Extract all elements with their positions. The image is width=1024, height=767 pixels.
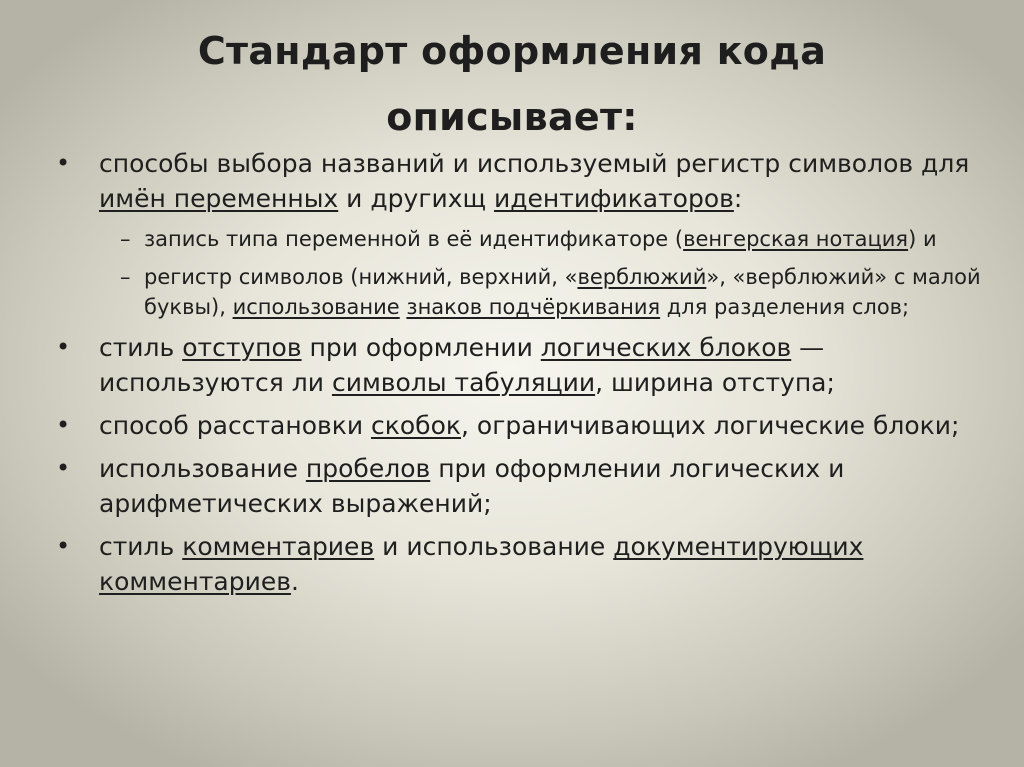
dash-icon: – xyxy=(120,265,131,289)
text-fragment: , ограничивающих логические блоки; xyxy=(461,411,960,440)
bullet-list xyxy=(52,146,997,607)
bullet-icon: • xyxy=(56,454,71,482)
list-item-indentation xyxy=(52,330,997,400)
text-fragment: при оформлении логических и арифметических выражений; xyxy=(99,454,845,518)
text-fragment: и другихщ xyxy=(338,184,494,213)
slide-title-line-2: описывает: xyxy=(386,95,638,139)
text-fragment: способы выбора названий и используемый регистр символов для xyxy=(99,149,970,178)
text-fragment: : xyxy=(733,184,743,213)
text-fragment: стиль xyxy=(99,333,183,362)
text-fragment: для разделения слов; xyxy=(660,295,910,319)
text-fragment: , ширина отступа; xyxy=(595,368,835,397)
link-camel-case[interactable]: верблюжий xyxy=(577,265,707,289)
link-hungarian-notation[interactable]: венгерская нотация xyxy=(683,227,909,251)
list-item-naming xyxy=(52,146,997,216)
link-comments[interactable]: комментариев xyxy=(182,532,375,561)
link-usage[interactable]: использование xyxy=(232,295,400,319)
link-spaces[interactable]: пробелов xyxy=(305,454,431,483)
text-fragment: и использование xyxy=(374,532,614,561)
slide-title-line-1: Стандарт оформления кода xyxy=(197,29,827,73)
dash-icon: – xyxy=(120,227,131,251)
text-fragment: использование xyxy=(99,454,306,483)
list-item-comments xyxy=(52,529,997,599)
link-indentation[interactable]: отступов xyxy=(182,333,302,362)
link-identifiers[interactable]: идентификаторов xyxy=(494,184,734,213)
link-underscore[interactable]: знаков подчёркивания xyxy=(406,295,661,319)
text-fragment: при оформлении xyxy=(301,333,541,362)
bullet-icon: • xyxy=(56,411,71,439)
text-fragment: способ расстановки xyxy=(99,411,372,440)
link-doc-comments[interactable]: документирующих комментариев xyxy=(99,532,864,596)
text-fragment: . xyxy=(290,567,299,596)
link-variable-names[interactable]: имён переменных xyxy=(99,184,339,213)
sub-item-hungarian xyxy=(52,224,997,254)
slide-title xyxy=(0,18,1024,150)
text-fragment: регистр символов (нижний, верхний, « xyxy=(144,265,578,289)
bullet-icon: • xyxy=(56,532,71,560)
text-fragment: », «верблюжий» с малой буквы), xyxy=(144,265,981,319)
bullet-icon: • xyxy=(56,333,71,361)
link-logical-blocks[interactable]: логических блоков xyxy=(540,333,792,362)
link-braces[interactable]: скобок xyxy=(371,411,461,440)
text-fragment: запись типа переменной в её идентификаторе ( xyxy=(144,227,684,251)
link-tab-characters[interactable]: символы табуляции xyxy=(331,368,596,397)
sub-item-case xyxy=(52,262,997,322)
list-item-spaces xyxy=(52,451,997,521)
text-fragment: стиль xyxy=(99,532,183,561)
list-item-braces xyxy=(52,408,997,443)
text-fragment: — используются ли xyxy=(99,333,825,397)
bullet-icon: • xyxy=(56,149,71,177)
text-fragment: ) и xyxy=(908,227,937,251)
